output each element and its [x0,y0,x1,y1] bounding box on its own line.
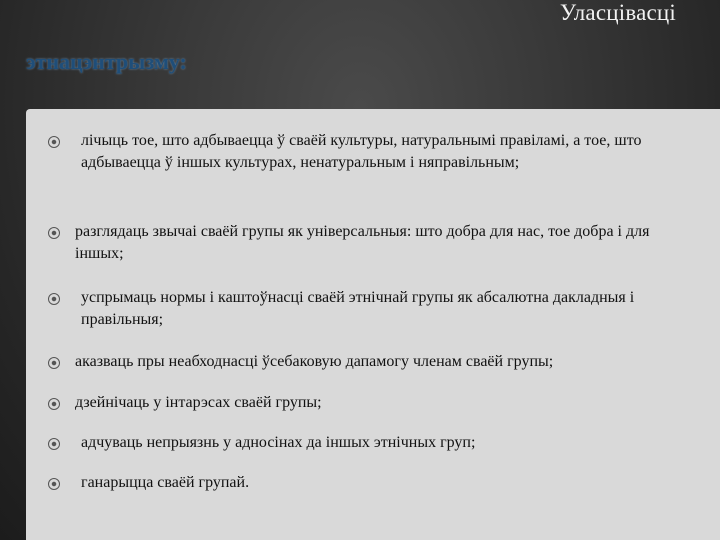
bullet-text: лічыць тое, што адбываецца ў сваёй культуры, натуральнымі правіламі, а тое, што адбываецца ў іншых культурах, ненатуральным і няправільным; [81,132,642,171]
bullet-text: аказваць пры неабходнасці ўсебаковую дапамогу членам сваёй групы; [75,353,554,370]
bullet-text: ганарыцца сваёй групай. [81,474,250,491]
content-panel [26,109,720,540]
bullet-icon [48,438,60,450]
bullet-text: дзейнічаць у інтарэсах сваёй групы; [75,394,322,411]
bullet-text: адчуваць непрыязнь у адносінах да іншых этнічных груп; [81,434,476,451]
slide-title-line-1: Уласцівасці [559,0,676,25]
bullet-icon [48,478,60,490]
bullet-text: успрымаць нормы і каштоўнасці сваёй этнічнай групы як абсалютна дакладныя і правільныя; [81,289,635,328]
bullet-icon [48,136,60,148]
bullet-icon [48,398,60,410]
bullet-icon [48,293,60,305]
bullet-icon [48,357,60,369]
bullet-text: разглядаць звычаі сваёй групы як універсальныя: што добра для нас, тое добра і для іншых; [75,223,650,262]
bullet-icon [48,227,60,239]
slide-title-line-2: этнацэнтрызму: [26,49,187,74]
